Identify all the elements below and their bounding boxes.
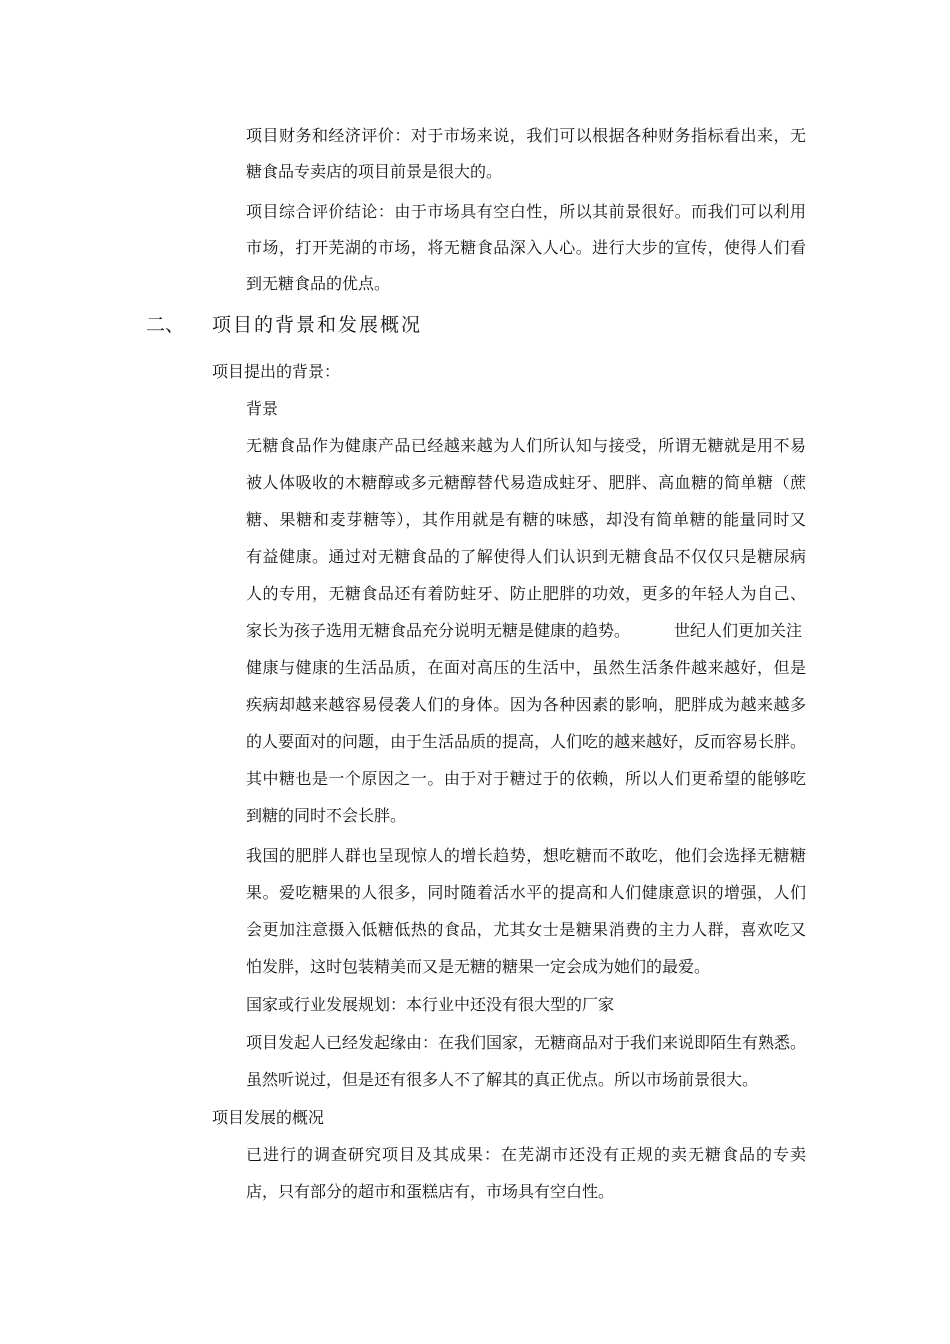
overall-conclusion-line-3: 到无糖食品的优点。	[246, 274, 391, 293]
development-label: 项目发展的概况	[212, 1108, 325, 1127]
paragraph1-line: 其中糖也是一个原因之一。由于对于糖过于的依赖，所以人们更希望的能够吃	[246, 769, 806, 788]
research-results-line: 已进行的调查研究项目及其成果：在芜湖市还没有正规的卖无糖食品的专卖	[246, 1145, 806, 1164]
paragraph1-line: 人的专用，无糖食品还有着防蛀牙、防止肥胖的功效，更多的年轻人为自己、	[246, 584, 806, 603]
initiator-reason-line: 项目发起人已经发起缘由：在我们国家，无糖商品对于我们来说即陌生有熟悉。	[246, 1033, 807, 1052]
initiator-reason-line: 虽然听说过，但是还有很多人不了解其的真正优点。所以市场前景很大。	[246, 1070, 759, 1089]
paragraph1-line: 被人体吸收的木糖醇或多元糖醇替代易造成蛀牙、肥胖、高血糖的简单糖（蔗	[246, 473, 806, 492]
paragraph1-line: 健康与健康的生活品质，在面对高压的生活中，虽然生活条件越来越好，但是	[246, 658, 806, 677]
paragraph1-line: 到糖的同时不会长胖。	[246, 806, 407, 825]
paragraph1-line: 糖、果糖和麦芽糖等），其作用就是有糖的味感，却没有简单糖的能量同时又	[246, 510, 806, 529]
research-results-line: 店，只有部分的超市和蛋糕店有，市场具有空白性。	[246, 1182, 615, 1201]
background-label: 项目提出的背景：	[212, 362, 341, 381]
national-plan: 国家或行业发展规划：本行业中还没有很大型的厂家	[246, 995, 615, 1014]
overall-conclusion-line-2: 市场，打开芜湖的市场，将无糖食品深入人心。进行大步的宣传，使得人们看	[246, 238, 806, 257]
overall-conclusion-line-1: 项目综合评价结论：由于市场具有空白性，所以其前景很好。而我们可以利用	[246, 202, 806, 221]
paragraph1-line: 疾病却越来越容易侵袭人们的身体。因为各种因素的影响，肥胖成为越来越多	[246, 695, 806, 714]
paragraph2-line: 会更加注意摄入低糖低热的食品，尤其女士是糖果消费的主力人群，喜欢吃又	[246, 920, 806, 939]
paragraph2-line: 我国的肥胖人群也呈现惊人的增长趋势，想吃糖而不敢吃，他们会选择无糖糖	[246, 846, 806, 865]
paragraph2-line: 果。爱吃糖果的人很多，同时随着活水平的提高和人们健康意识的增强，人们	[246, 883, 806, 902]
paragraph1-line: 家长为孩子选用无糖食品充分说明无糖是健康的趋势。	[246, 621, 631, 640]
paragraph1-line: 无糖食品作为健康产品已经越来越为人们所认知与接受，所谓无糖就是用不易	[246, 436, 806, 455]
paragraph2-line: 怕发胖，这时包装精美而又是无糖的糖果一定会成为她们的最爱。	[246, 957, 711, 976]
background-subheading: 背景	[246, 399, 279, 418]
paragraph1-line: 有益健康。通过对无糖食品的了解使得人们认识到无糖食品不仅仅只是糖尿病	[246, 547, 806, 566]
financial-eval-line-1: 项目财务和经济评价：对于市场来说，我们可以根据各种财务指标看出来，无	[246, 126, 806, 145]
paragraph1-line: 世纪人们更加关注	[674, 621, 803, 640]
section-title: 项目的背景和发展概况	[212, 314, 423, 336]
paragraph1-line: 的人要面对的问题，由于生活品质的提高，人们吃的越来越好，反而容易长胖。	[246, 732, 807, 751]
financial-eval-line-2: 糖食品专卖店的项目前景是很大的。	[246, 162, 503, 181]
section-number: 二、	[146, 314, 185, 336]
